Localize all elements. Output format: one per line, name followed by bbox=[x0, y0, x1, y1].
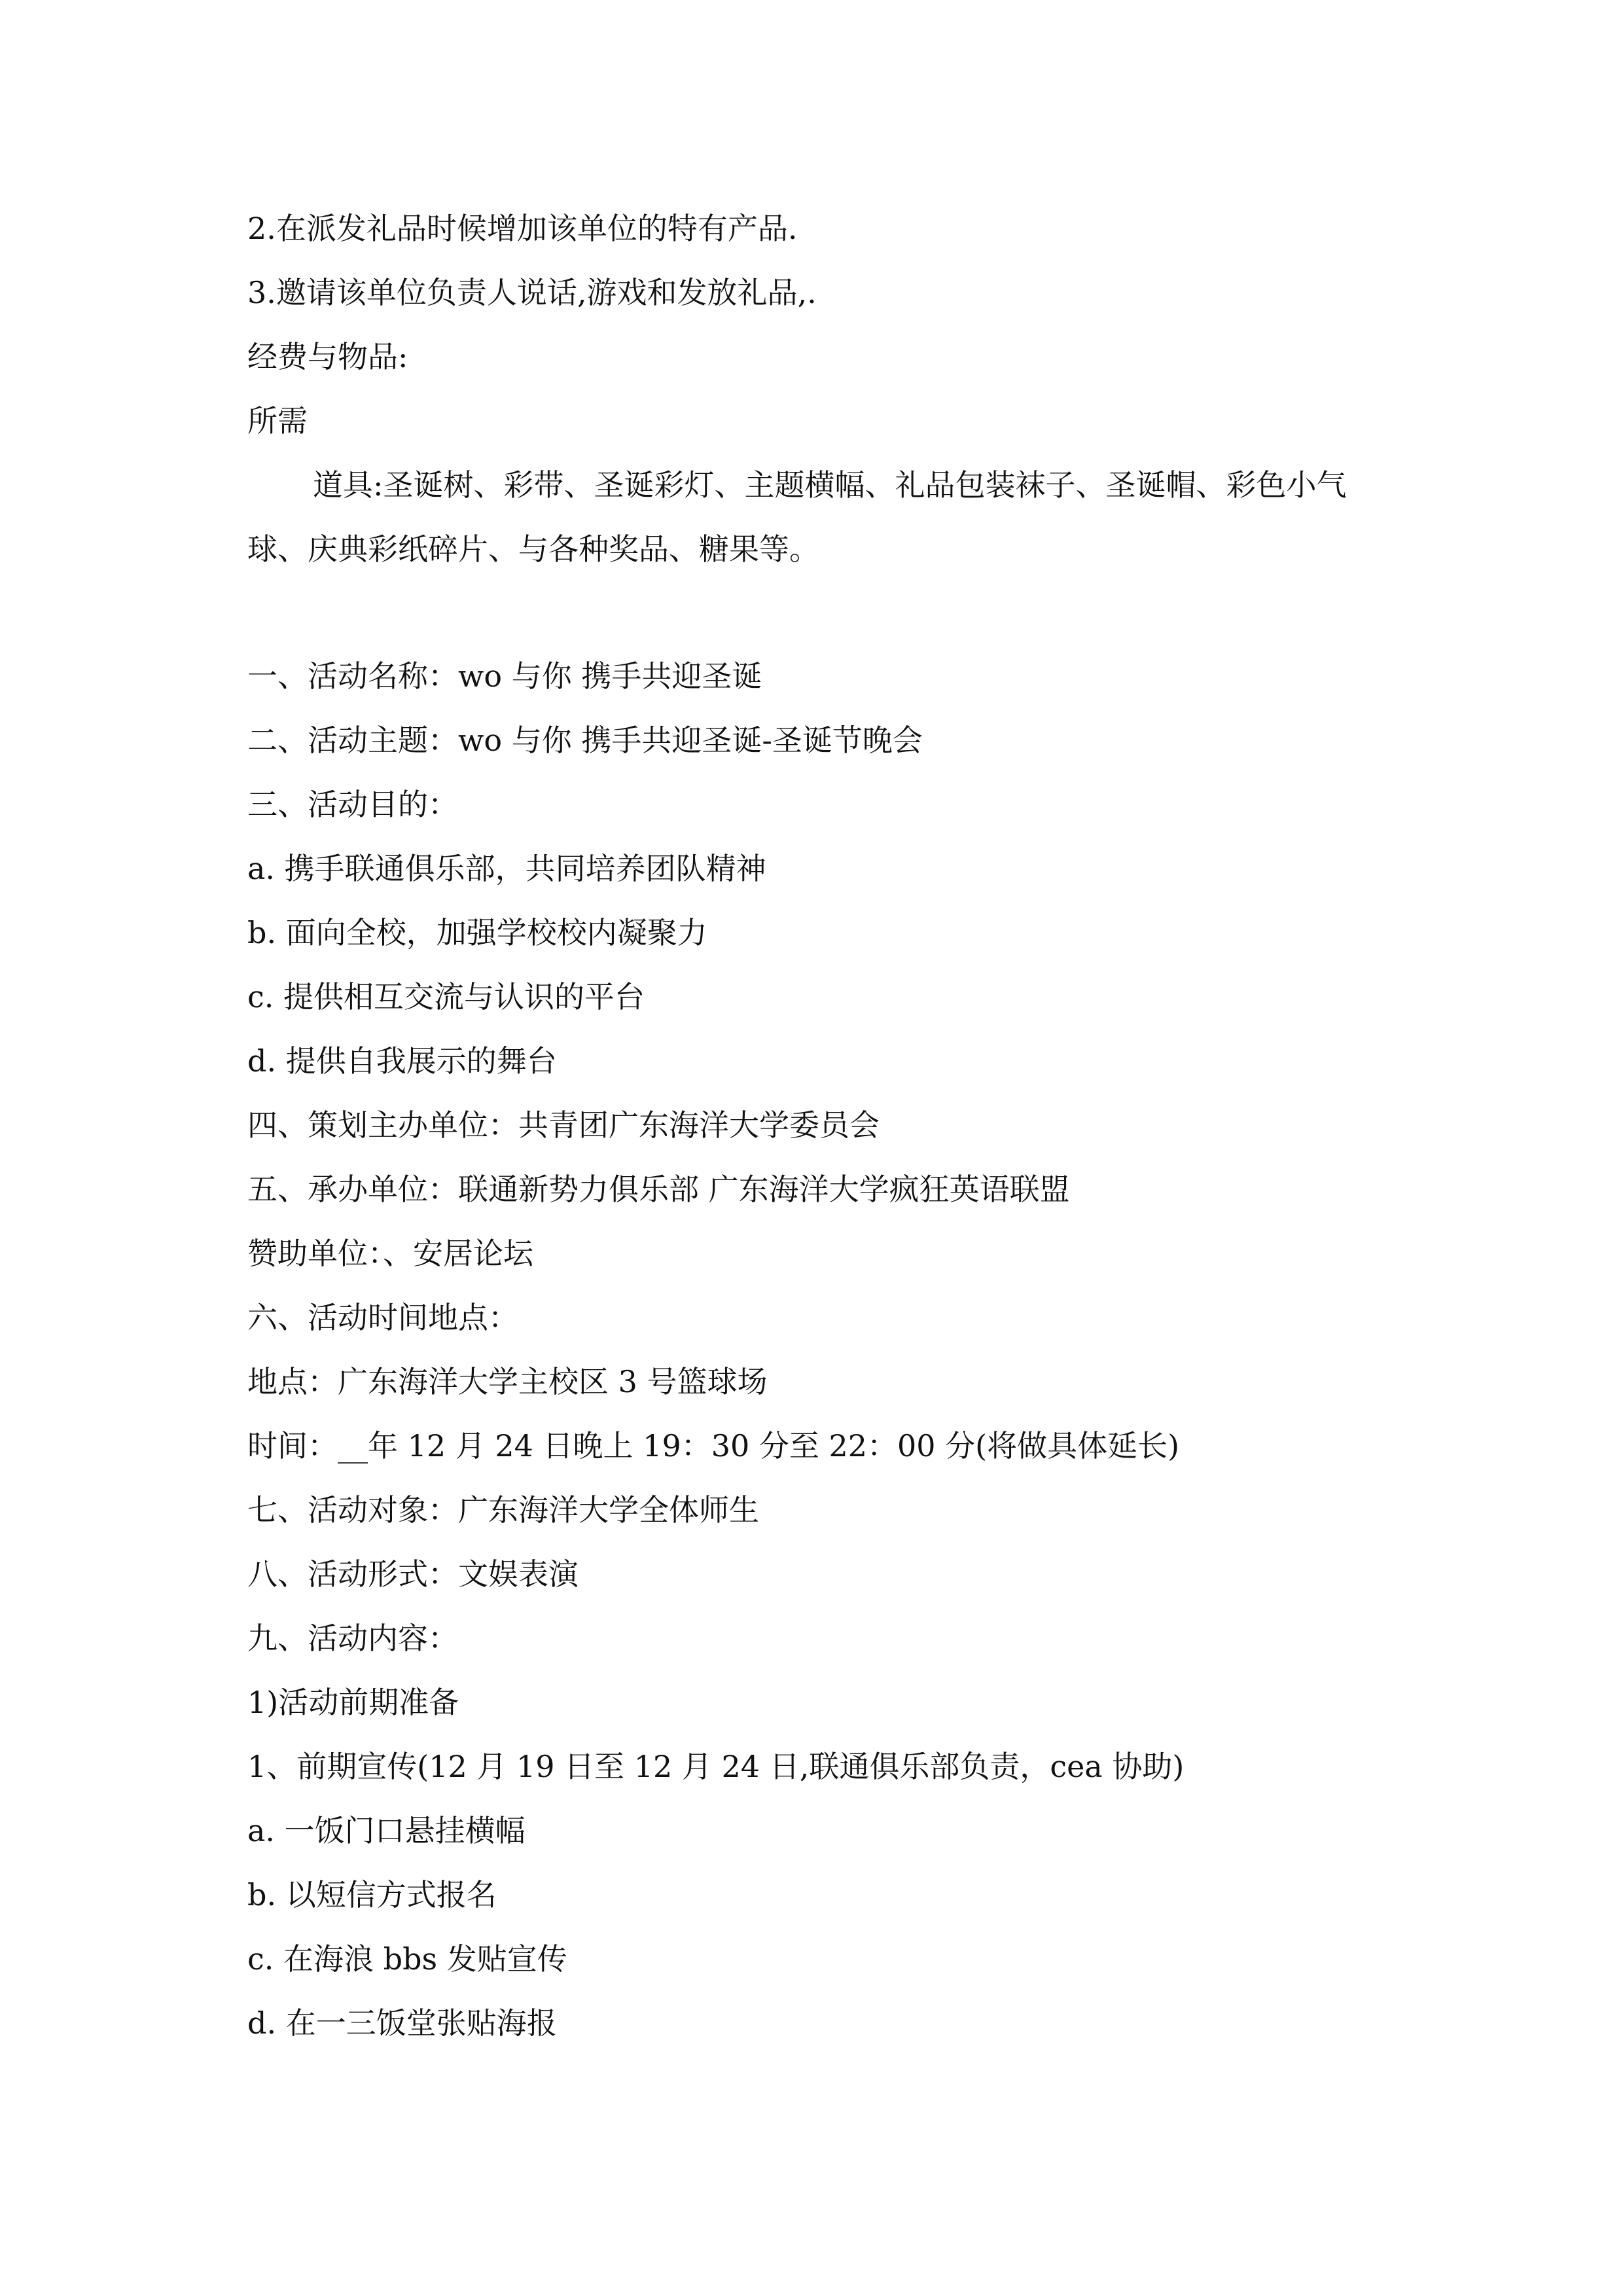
text-line: c. 提供相互交流与认识的平台 bbox=[247, 979, 645, 1014]
text-line: 二、活动主题：wo 与你 携手共迎圣诞-圣诞节晚会 bbox=[247, 723, 923, 758]
text-line: 2.在派发礼品时候增加该单位的特有产品. bbox=[247, 211, 798, 246]
text-line: 经费与物品: bbox=[247, 339, 408, 374]
text-line: 七、活动对象：广东海洋大学全体师生 bbox=[247, 1492, 759, 1528]
text-line: 一、活动名称：wo 与你 携手共迎圣诞 bbox=[247, 658, 762, 694]
props-text: 道具:圣诞树、彩带、圣诞彩灯、主题横幅、礼品包装袜子、圣诞帽、彩色小气球、庆典彩纸碎片、与各种奖品、糖果等。 bbox=[247, 467, 1347, 567]
text-line: c. 在海浪 bbs 发贴宣传 bbox=[247, 1941, 567, 1977]
text-line: 1、前期宣传(12 月 19 日至 12 月 24 日,联通俱乐部负责，cea 协助) bbox=[247, 1749, 1185, 1784]
text-line: 九、活动内容： bbox=[247, 1621, 458, 1656]
text-line: 赞助单位：、安居论坛 bbox=[247, 1236, 533, 1271]
text-line: 三、活动目的： bbox=[247, 787, 458, 822]
text-line: 四、策划主办单位：共青团广东海洋大学委员会 bbox=[247, 1107, 880, 1143]
text-line: b. 面向全校，加强学校校内凝聚力 bbox=[247, 915, 707, 950]
text-line: 3.邀请该单位负责人说话,游戏和发放礼品,. bbox=[247, 275, 817, 310]
text-line: 所需 bbox=[247, 403, 308, 439]
text-line: a. 一饭门口悬挂横幅 bbox=[247, 1813, 526, 1848]
text-line: 1)活动前期准备 bbox=[247, 1685, 459, 1720]
text-line: d. 在一三饭堂张贴海报 bbox=[247, 2005, 557, 2041]
text-line: 时间：__年 12 月 24 日晚上 19：30 分至 22：00 分(将做具体延长) bbox=[247, 1428, 1180, 1463]
text-line: 五、承办单位：联通新势力俱乐部 广东海洋大学疯狂英语联盟 bbox=[247, 1172, 1070, 1207]
text-line: 地点：广东海洋大学主校区 3 号篮球场 bbox=[247, 1364, 768, 1399]
text-line: 八、活动形式：文娱表演 bbox=[247, 1556, 579, 1592]
text-line: d. 提供自我展示的舞台 bbox=[247, 1043, 557, 1079]
text-line: a. 携手联通俱乐部，共同培养团队精神 bbox=[247, 851, 766, 886]
text-line: 六、活动时间地点： bbox=[247, 1300, 518, 1335]
props-paragraph bbox=[182, 453, 1386, 581]
text-line: b. 以短信方式报名 bbox=[247, 1877, 497, 1912]
